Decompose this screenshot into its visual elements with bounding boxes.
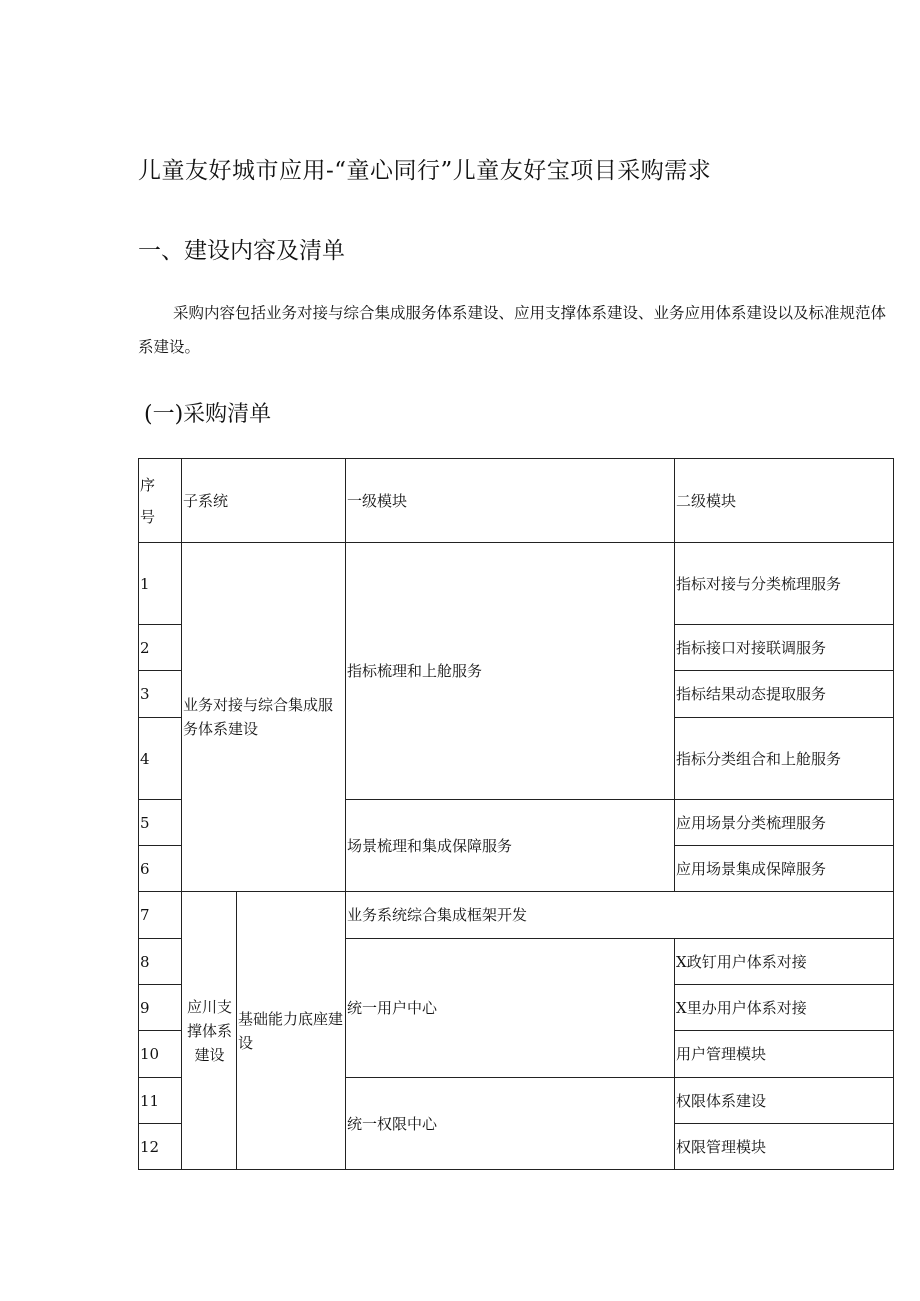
level2-cell: 指标结果动态提取服务	[675, 671, 894, 718]
row-seq: 6	[139, 846, 182, 892]
header-seq	[139, 459, 182, 543]
row-seq: 11	[139, 1078, 182, 1124]
row-seq: 3	[139, 671, 182, 718]
group-app-support-line3: 建设	[194, 1045, 225, 1064]
group-base-platform	[237, 892, 346, 1170]
row-seq: 10	[139, 1031, 182, 1078]
level1-indicator-sorting: 指标梳理和上舱服务	[346, 543, 675, 800]
row-seq: 2	[139, 625, 182, 671]
header-seq-line2: 号	[140, 507, 156, 526]
table-header-row	[139, 459, 894, 543]
level1-framework-dev: 业务系统综合集成框架开发	[346, 892, 894, 939]
row-seq: 9	[139, 985, 182, 1031]
procurement-table	[138, 458, 894, 1170]
level2-cell: 指标接口对接联调服务	[675, 625, 894, 671]
header-level2: 二级模块	[675, 459, 894, 543]
header-seq-line1: 序	[140, 475, 156, 494]
level2-cell: X里办用户体系对接	[675, 985, 894, 1031]
header-subsystem: 子系统	[182, 459, 346, 543]
row-seq: 12	[139, 1124, 182, 1170]
level2-cell: 权限管理模块	[675, 1124, 894, 1170]
row-seq: 1	[139, 543, 182, 625]
level2-cell: 指标分类组合和上舱服务	[675, 718, 894, 800]
row-seq: 4	[139, 718, 182, 800]
level2-cell: 应用场景分类梳理服务	[675, 800, 894, 846]
sub-heading: (一)采购清单	[144, 402, 272, 427]
group-app-support	[182, 892, 237, 1170]
group-base-platform-label: 基础能力底座建设	[238, 1009, 344, 1052]
group-business-integration	[182, 543, 346, 892]
header-level1: 一级模块	[346, 459, 675, 543]
level2-cell: 权限体系建设	[675, 1078, 894, 1124]
level1-scene-sorting: 场景梳理和集成保障服务	[346, 800, 675, 892]
row-seq: 8	[139, 939, 182, 985]
section-heading: 一、建设内容及清单	[138, 238, 345, 264]
level1-unified-user: 统一用户中心	[346, 939, 675, 1078]
group-business-integration-label: 业务对接与综合集成服务体系建设	[183, 696, 334, 738]
row-seq: 5	[139, 800, 182, 846]
level1-unified-permission: 统一权限中心	[346, 1078, 675, 1170]
level2-cell: 用户管理模块	[675, 1031, 894, 1078]
table-row	[139, 543, 894, 625]
intro-paragraph: 采购内容包括业务对接与综合集成服务体系建设、应用支撑体系建设、业务应用体系建设以及标准规范体系建设。	[138, 304, 887, 356]
level2-cell: 指标对接与分类梳理服务	[675, 543, 894, 625]
level2-cell: 应用场景集成保障服务	[675, 846, 894, 892]
group-app-support-line1: 应川支	[186, 997, 232, 1016]
group-app-support-line2: 撑体系	[186, 1021, 232, 1040]
level2-cell: X政钉用户体系对接	[675, 939, 894, 985]
document-title: 儿童友好城市应用-“童心同行”儿童友好宝项目采购需求	[138, 158, 712, 184]
table-row	[139, 892, 894, 939]
row-seq: 7	[139, 892, 182, 939]
